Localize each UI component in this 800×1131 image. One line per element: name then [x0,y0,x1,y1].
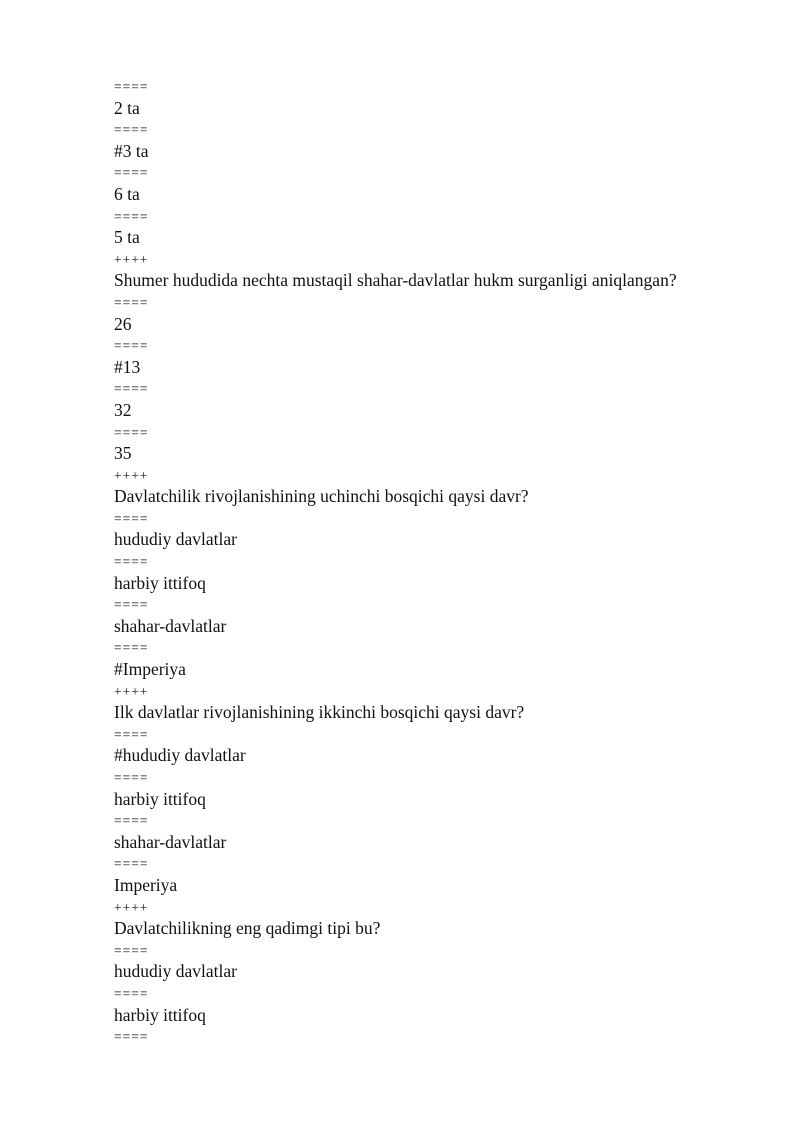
question-text: Shumer hududida nechta mustaqil shahar-davlatlar hukm surganligi aniqlangan? [114,270,677,291]
question-separator: ++++ [114,899,149,915]
separator-line: ==== [114,770,149,785]
question-text: Ilk davlatlar rivojlanishining ikkinchi bosqichi qaysi davr? [114,702,525,723]
answer-option: shahar-davlatlar [114,831,227,852]
document-body [114,76,760,1048]
question-separator: ++++ [114,467,149,483]
separator-line: ==== [114,813,149,829]
answer-option: 2 ta [114,97,140,118]
separator-line: ==== [114,381,149,397]
answer-option: harbiy ittifoq [114,1004,206,1025]
answer-option: 32 [114,399,132,420]
answer-option: 6 ta [114,183,140,204]
separator-line: ==== [114,294,149,310]
question-separator: ++++ [114,683,149,699]
separator-line: ==== [114,554,149,570]
separator-line: ==== [114,338,149,354]
answer-option: 26 [114,313,132,334]
answer-option: 5 ta [114,227,140,248]
separator-line: ==== [114,208,149,224]
answer-option: harbiy ittifoq [114,572,206,593]
separator-line: ==== [114,1029,149,1045]
answer-option: Imperiya [114,874,178,895]
question-text: Davlatchilik rivojlanishining uchinchi bosqichi qaysi davr? [114,486,529,507]
question-text: Davlatchilikning eng qadimgi tipi bu? [114,918,381,939]
answer-option: #Imperiya [114,659,186,680]
answer-option: harbiy ittifoq [114,788,206,809]
question-separator: ++++ [114,251,149,267]
answer-option: hududiy davlatlar [114,529,237,550]
separator-line: ==== [114,597,149,613]
separator-line: ==== [114,424,149,440]
separator-line: ==== [114,726,149,742]
separator-line: ==== [114,856,149,872]
answer-option: hududiy davlatlar [114,961,237,982]
separator-line: ==== [114,985,149,1001]
answer-option: #3 ta [114,140,149,161]
separator-line: ==== [114,510,149,526]
separator-line: ==== [114,122,149,138]
answer-option: #13 [114,356,141,377]
answer-option: 35 [114,443,132,464]
separator-line: ==== [114,165,149,181]
separator-line: ==== [114,942,149,958]
answer-option: shahar-davlatlar [114,615,227,636]
separator-line: ==== [114,640,149,656]
separator-line: ==== [114,79,149,94]
answer-option: #hududiy davlatlar [114,745,246,766]
